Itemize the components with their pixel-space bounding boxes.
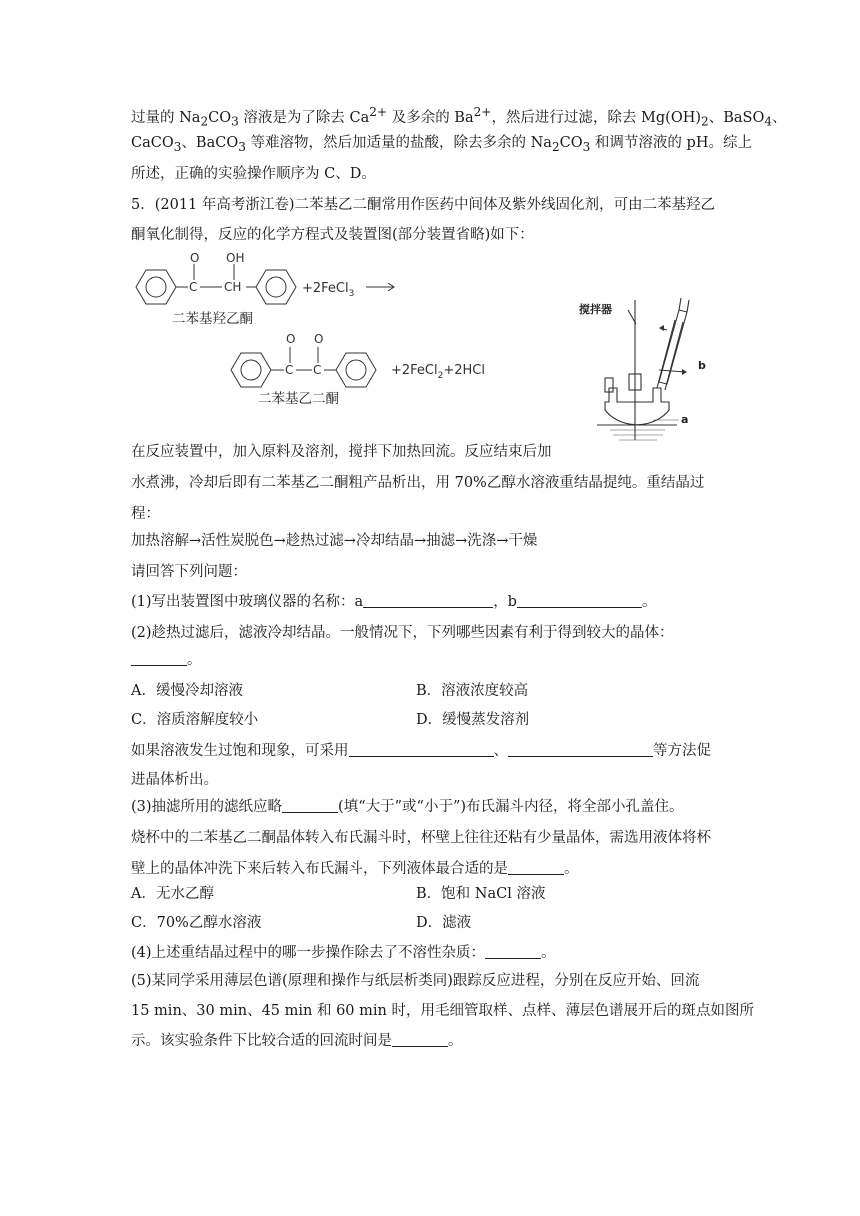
- q3-option-b: B．饱和 NaCl 溶液: [416, 886, 546, 902]
- answer-blank-q2-method-1[interactable]: [349, 741, 494, 757]
- atom-o-2: O: [314, 332, 324, 346]
- reactant-structure: [126, 250, 406, 330]
- atom-c: C: [189, 280, 198, 294]
- answer-blank-q3-liquid[interactable]: [508, 859, 564, 875]
- process-flow: 加热溶解→活性炭脱色→趁热过滤→冷却结晶→抽滤→洗涤→干燥: [131, 533, 538, 549]
- benzene-ring-left: [136, 270, 176, 304]
- question-1: (1)写出装置图中玻璃仪器的名称：a ，b 。: [131, 594, 657, 610]
- label-a: a: [681, 413, 689, 426]
- question-3-line-1: (3)抽滤所用的滤纸应略 (填“大于”或“小于”)布氏漏斗内径，将全部小孔盖住。: [131, 799, 684, 815]
- q3-option-a: A．无水乙醇: [131, 886, 214, 902]
- q3-option-d: D．滤液: [416, 915, 472, 931]
- intro-line-1: 过量的 $Na_2CO_3$ 溶液是为了除去 $Ca^{2+}$ 及多余的 $Ba^{2+}$，然后进行过滤，除去 $Mg(OH)_2$、BaSO$_4$、: [131, 105, 787, 129]
- q2-option-c: C．溶质溶解度较小: [131, 712, 259, 728]
- q2-option-b: B．溶液浓度较高: [416, 683, 529, 699]
- product-name: 二苯基乙二酮: [258, 391, 339, 407]
- arrow-water-out-icon: [659, 325, 664, 331]
- answer-blank-q2[interactable]: [131, 650, 187, 666]
- instruction: 请回答下列问题：: [131, 564, 247, 580]
- atom-oh: OH: [226, 251, 245, 265]
- q3-option-c: C．70%乙醇水溶液: [131, 915, 262, 931]
- product-fecl2-hcl: +2FeCl$_2$+2HCl: [391, 363, 485, 381]
- answer-blank-b[interactable]: [517, 592, 642, 608]
- question-5-line-1: (5)某同学采用薄层色谱(原理和操作与纸层析类同)跟踪反应进程，分别在反应开始、回流: [131, 973, 700, 989]
- answer-blank-q3-size[interactable]: [282, 797, 338, 813]
- reactant-name: 二苯基羟乙酮: [172, 311, 253, 327]
- question5-line-1: 5．(2011 年高考浙江卷)二苯基乙二酮常用作医药中间体及紫外线固化剂，可由二苯基羟乙: [131, 197, 716, 213]
- answer-blank-q4[interactable]: [485, 943, 541, 959]
- body-line-1: 在反应装置中，加入原料及溶剂，搅拌下加热回流。反应结束后加: [131, 444, 552, 460]
- q2-option-a: A．缓慢冷却溶液: [131, 683, 243, 699]
- three-neck-flask: [605, 388, 669, 425]
- question-2-follow: 如果溶液发生过饱和现象，可采用 、 等方法促: [131, 743, 711, 759]
- answer-blank-a[interactable]: [363, 592, 493, 608]
- question-3-line-2: 烧杯中的二苯基乙二酮晶体转入布氏漏斗时，杯壁上往往还粘有少量晶体，需选用液体将杯: [131, 830, 711, 846]
- atom-o-1: O: [286, 332, 296, 346]
- atom-c-2: C: [313, 363, 322, 377]
- stirrer-label: 搅拌器: [579, 303, 612, 316]
- answer-blank-q2-method-2[interactable]: [508, 741, 653, 757]
- label-b: b: [698, 359, 706, 372]
- question-3-line-3: 壁上的晶体冲洗下来后转入布氏漏斗，下列液体最合适的是 。: [131, 861, 579, 877]
- question-5-line-3: 示。该实验条件下比较合适的回流时间是 。: [131, 1033, 463, 1049]
- intro-line-3: 所述，正确的实验操作顺序为 C、D。: [131, 166, 376, 182]
- answer-blank-q5[interactable]: [392, 1031, 448, 1047]
- question-5-line-2: 15 min、30 min、45 min 和 60 min 时，用毛细管取样、点样、薄层色谱展开后的斑点如图所: [131, 1003, 754, 1019]
- question-2-answer: 。: [131, 650, 202, 670]
- q2-option-d: D．缓慢蒸发溶剂: [416, 712, 530, 728]
- reflux-apparatus-diagram: [575, 290, 725, 455]
- atom-ch: CH: [224, 280, 242, 294]
- body-line-2: 水煮沸，冷却后即有二苯基乙二酮粗产品析出，用 70%乙醇水溶液重结晶提纯。重结晶过: [131, 475, 705, 491]
- benzene-ring-right: [256, 270, 296, 304]
- question5-line-2: 酮氧化制得，反应的化学方程式及装置图(部分装置省略)如下：: [131, 227, 534, 243]
- body-line-3: 程：: [131, 506, 160, 522]
- question-2: (2)趁热过滤后，滤液冷却结晶。一般情况下，下列哪些因素有利于得到较大的晶体：: [131, 625, 674, 641]
- question-2-follow-2: 进晶体析出。: [131, 772, 218, 788]
- reagent-fecl3: +2FeCl$_3$: [302, 281, 355, 299]
- aromatic-circle: [146, 277, 166, 297]
- intro-line-2: CaCO$_3$、BaCO$_3$ 等难溶物，然后加适量的盐酸，除去多余的 $Na_2CO_3$ 和调节溶液的 pH。综上: [131, 135, 752, 154]
- question-4: (4)上述重结晶过程中的哪一步操作除去了不溶性杂质： 。: [131, 945, 556, 961]
- atom-c-1: C: [285, 363, 294, 377]
- arrow-water-in-icon: [682, 369, 687, 375]
- atom-o: O: [190, 251, 200, 265]
